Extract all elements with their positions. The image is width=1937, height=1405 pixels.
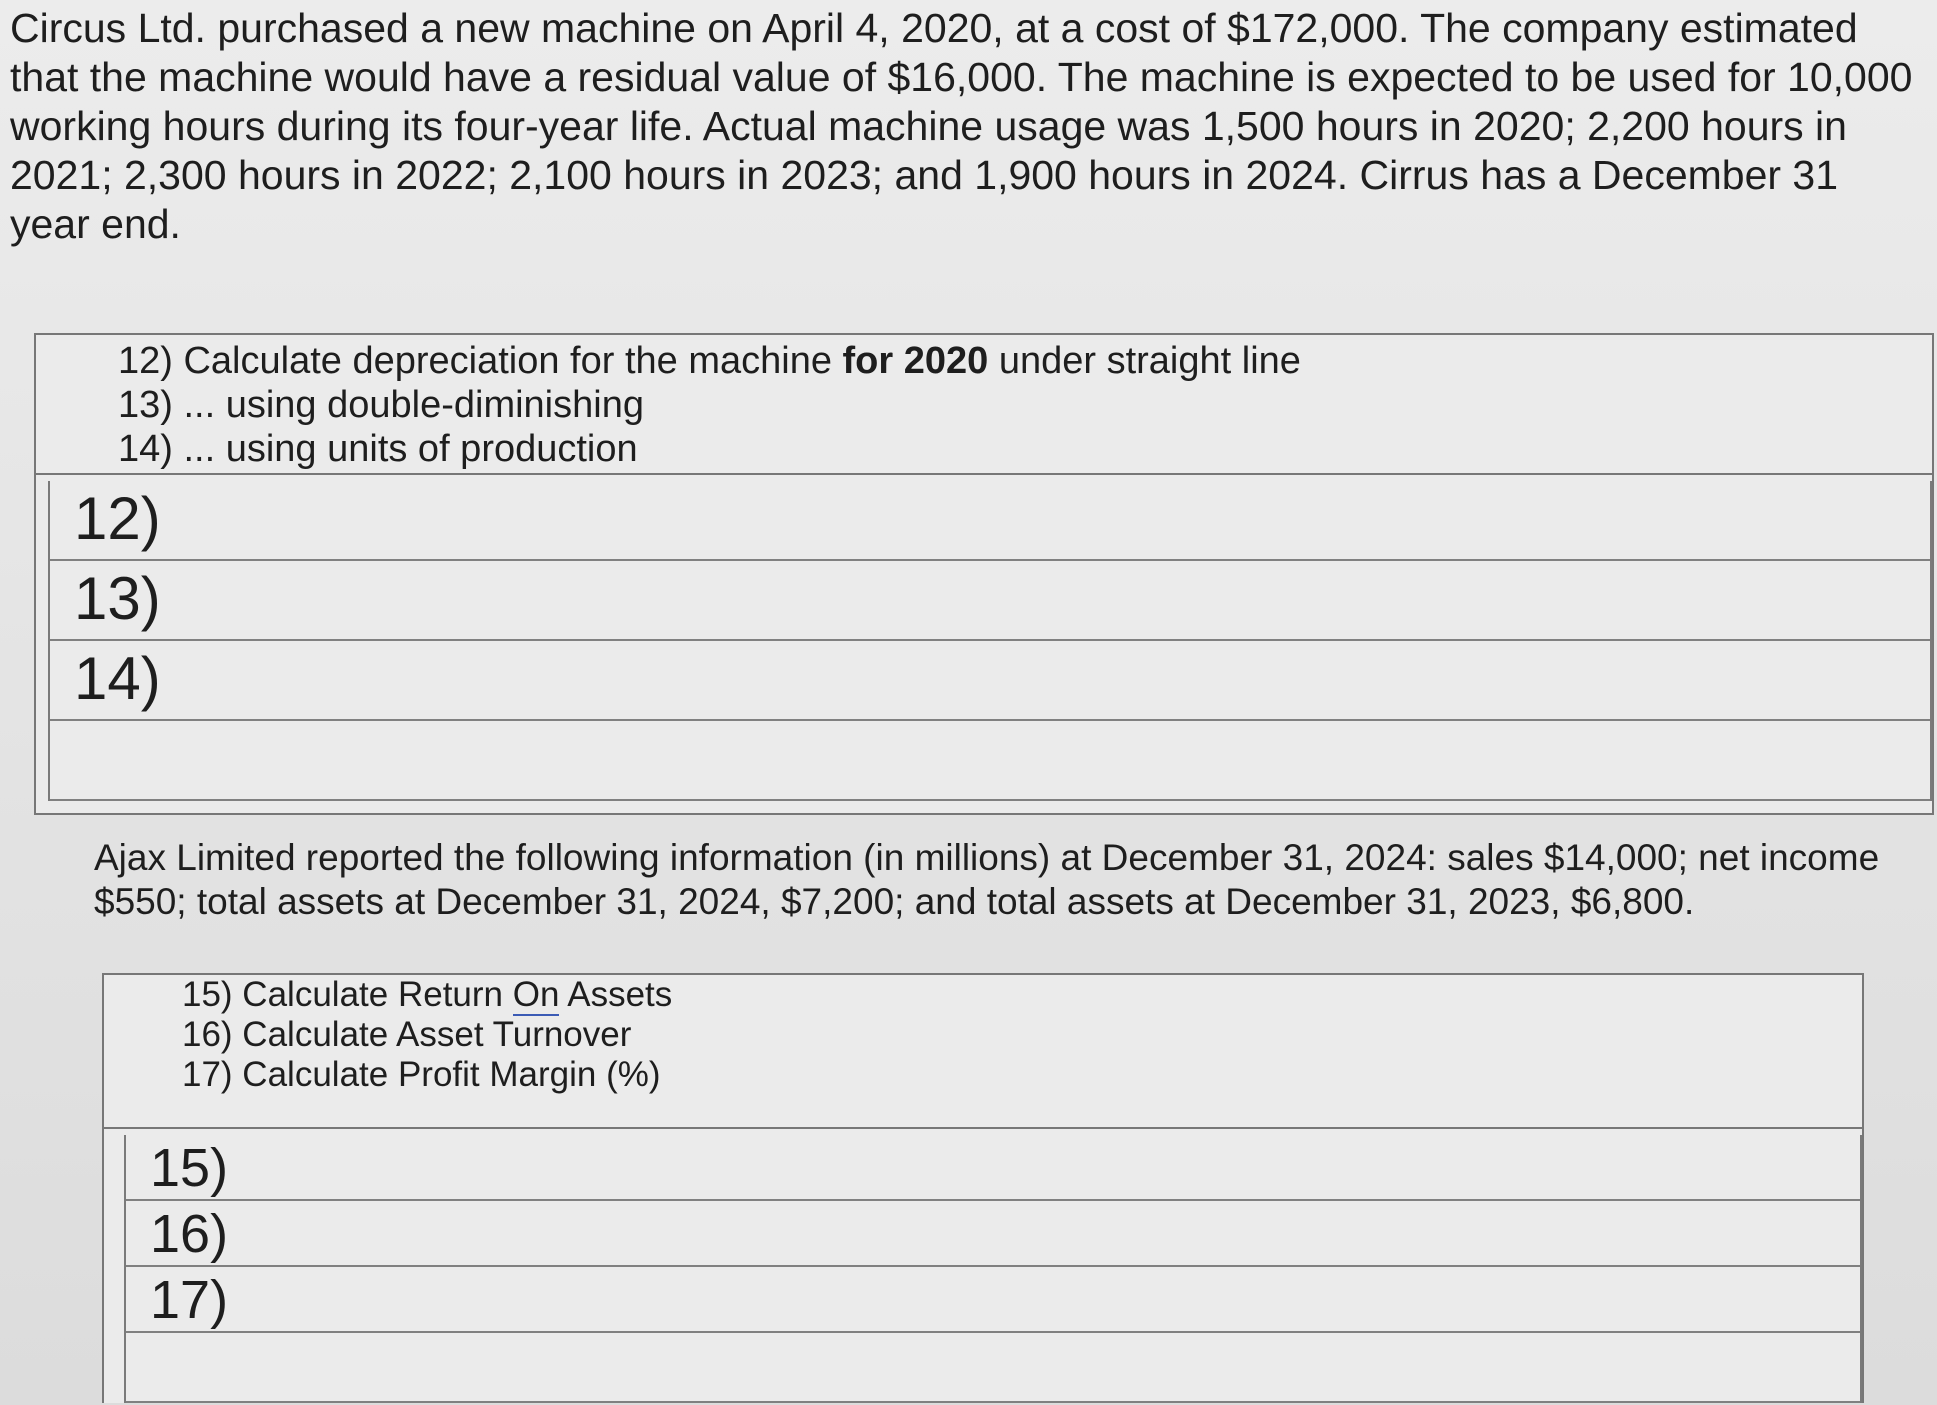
answer-row-15[interactable]: 15) bbox=[126, 1135, 1860, 1201]
question-13-text: 13) ... using double-diminishing bbox=[118, 384, 644, 426]
answer-row-blank-2[interactable] bbox=[126, 1333, 1860, 1403]
problem2-intro: Ajax Limited reported the following information (in millions) at December 31, 2024: sales $14,000; net income $550; total assets at December 31, 2024, $7,200; and total assets at December 31, 2023, $6,800. bbox=[94, 837, 1880, 922]
answer-row-blank[interactable] bbox=[50, 721, 1930, 801]
problem2-answers bbox=[124, 1135, 1862, 1403]
question-15-text: 15) Calculate Return On Assets bbox=[182, 975, 673, 1014]
answer-row-14[interactable]: 14) bbox=[50, 641, 1930, 721]
answer-row-13[interactable]: 13) bbox=[50, 561, 1930, 641]
question-14-text: 14) ... using units of production bbox=[118, 428, 638, 470]
question-17-text: 17) Calculate Profit Margin (%) bbox=[182, 1055, 661, 1094]
question-16-text: 16) Calculate Asset Turnover bbox=[182, 1015, 632, 1054]
problem1-question-table bbox=[34, 333, 1934, 815]
answer-row-12[interactable]: 12) bbox=[50, 481, 1930, 561]
answer-row-17[interactable]: 17) bbox=[126, 1267, 1860, 1333]
problem2-prompt-cell bbox=[104, 975, 1862, 1129]
problem2-question-table bbox=[102, 973, 1864, 1403]
question-12-text: 12) Calculate depreciation for the machine for 2020 under straight line bbox=[118, 340, 1301, 382]
problem1-answers bbox=[48, 481, 1932, 801]
problem1-intro: Circus Ltd. purchased a new machine on April 4, 2020, at a cost of $172,000. The company estimated that the machine would have a residual value of $16,000. The machine is expected to be used for 10,000 working hours during its four-year life. Actual machine usage was 1,500 hours in 2020; 2,200 hours in 2021; 2,300 hours in 2022; 2,100 hours in 2023; and 1,900 hours in 2024. Cirrus has a December 31 year end. bbox=[10, 5, 1913, 247]
problem1-prompt-cell bbox=[36, 335, 1932, 475]
answer-row-16[interactable]: 16) bbox=[126, 1201, 1860, 1267]
